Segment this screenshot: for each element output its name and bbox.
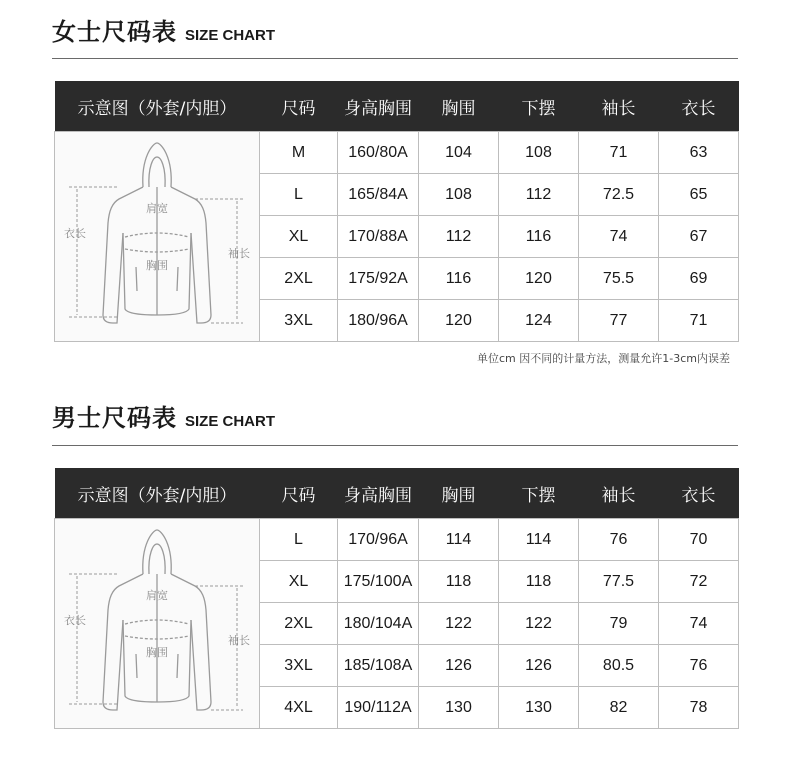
header-sleeve: 袖长 [579, 468, 659, 519]
size-cell: M [260, 132, 338, 174]
men-title-en: SIZE CHART [185, 413, 275, 430]
chest-cell: 130 [419, 687, 499, 729]
table-row [55, 519, 739, 561]
hem-cell: 118 [499, 561, 579, 603]
measurement-note: 单位cm 因不同的计量方法，测量允许1-3cm内误差 [477, 352, 730, 365]
chest-cell: 104 [419, 132, 499, 174]
length-cell: 78 [659, 687, 739, 729]
chest-cell: 116 [419, 258, 499, 300]
hem-cell: 122 [499, 603, 579, 645]
height-chest-cell: 180/96A [338, 300, 419, 342]
diagram-chest-label: 胸围 [146, 645, 168, 659]
women-size-table [54, 81, 739, 342]
hem-cell: 130 [499, 687, 579, 729]
size-cell: XL [260, 216, 338, 258]
header-diagram: 示意图（外套/内胆） [55, 81, 260, 132]
sleeve-cell: 74 [579, 216, 659, 258]
height-chest-cell: 180/104A [338, 603, 419, 645]
size-cell: 2XL [260, 603, 338, 645]
chest-cell: 120 [419, 300, 499, 342]
sleeve-cell: 77 [579, 300, 659, 342]
women-title: 女士尺码表 [52, 18, 177, 46]
sleeve-cell: 75.5 [579, 258, 659, 300]
header-size: 尺码 [260, 468, 338, 519]
length-cell: 63 [659, 132, 739, 174]
header-height-chest: 身高胸围 [338, 468, 419, 519]
hem-cell: 124 [499, 300, 579, 342]
diagram-chest-label: 胸围 [146, 258, 168, 272]
table-row [55, 132, 739, 174]
length-cell: 71 [659, 300, 739, 342]
header-chest: 胸围 [419, 81, 499, 132]
size-cell: 2XL [260, 258, 338, 300]
size-cell: 3XL [260, 645, 338, 687]
length-cell: 69 [659, 258, 739, 300]
sleeve-cell: 82 [579, 687, 659, 729]
jacket-diagram-cell [55, 132, 260, 342]
length-cell: 65 [659, 174, 739, 216]
height-chest-cell: 175/100A [338, 561, 419, 603]
jacket-diagram-cell [55, 519, 260, 729]
jacket-diagram-icon [57, 137, 257, 337]
header-length: 衣长 [659, 81, 739, 132]
hem-cell: 120 [499, 258, 579, 300]
hem-cell: 108 [499, 132, 579, 174]
chest-cell: 118 [419, 561, 499, 603]
size-cell: L [260, 174, 338, 216]
chest-cell: 126 [419, 645, 499, 687]
diagram-length-label: 衣长 [64, 226, 86, 240]
header-size: 尺码 [260, 81, 338, 132]
size-cell: L [260, 519, 338, 561]
chest-cell: 122 [419, 603, 499, 645]
chest-cell: 108 [419, 174, 499, 216]
women-divider [52, 58, 738, 59]
height-chest-cell: 170/96A [338, 519, 419, 561]
height-chest-cell: 185/108A [338, 645, 419, 687]
header-hem: 下摆 [499, 468, 579, 519]
diagram-shoulder-label: 肩宽 [146, 201, 168, 215]
height-chest-cell: 160/80A [338, 132, 419, 174]
sleeve-cell: 80.5 [579, 645, 659, 687]
height-chest-cell: 165/84A [338, 174, 419, 216]
jacket-diagram-icon [57, 524, 257, 724]
length-cell: 67 [659, 216, 739, 258]
header-sleeve: 袖长 [579, 81, 659, 132]
sleeve-cell: 79 [579, 603, 659, 645]
diagram-sleeve-label: 袖长 [228, 633, 250, 647]
sleeve-cell: 77.5 [579, 561, 659, 603]
women-title-en: SIZE CHART [185, 27, 275, 44]
women-section-heading [52, 12, 275, 46]
diagram-shoulder-label: 肩宽 [146, 588, 168, 602]
header-diagram: 示意图（外套/内胆） [55, 468, 260, 519]
chest-cell: 112 [419, 216, 499, 258]
hem-cell: 116 [499, 216, 579, 258]
size-cell: XL [260, 561, 338, 603]
diagram-sleeve-label: 袖长 [228, 246, 250, 260]
hem-cell: 114 [499, 519, 579, 561]
hem-cell: 112 [499, 174, 579, 216]
length-cell: 76 [659, 645, 739, 687]
sleeve-cell: 72.5 [579, 174, 659, 216]
height-chest-cell: 170/88A [338, 216, 419, 258]
men-title: 男士尺码表 [52, 404, 177, 432]
height-chest-cell: 175/92A [338, 258, 419, 300]
chest-cell: 114 [419, 519, 499, 561]
length-cell: 72 [659, 561, 739, 603]
height-chest-cell: 190/112A [338, 687, 419, 729]
diagram-length-label: 衣长 [64, 613, 86, 627]
size-cell: 4XL [260, 687, 338, 729]
men-header-row [55, 468, 739, 519]
sleeve-cell: 76 [579, 519, 659, 561]
header-chest: 胸围 [419, 468, 499, 519]
hem-cell: 126 [499, 645, 579, 687]
men-size-table [54, 468, 739, 729]
size-cell: 3XL [260, 300, 338, 342]
men-section-heading [52, 398, 275, 432]
header-hem: 下摆 [499, 81, 579, 132]
header-length: 衣长 [659, 468, 739, 519]
length-cell: 74 [659, 603, 739, 645]
header-height-chest: 身高胸围 [338, 81, 419, 132]
length-cell: 70 [659, 519, 739, 561]
sleeve-cell: 71 [579, 132, 659, 174]
women-header-row [55, 81, 739, 132]
men-divider [52, 445, 738, 446]
